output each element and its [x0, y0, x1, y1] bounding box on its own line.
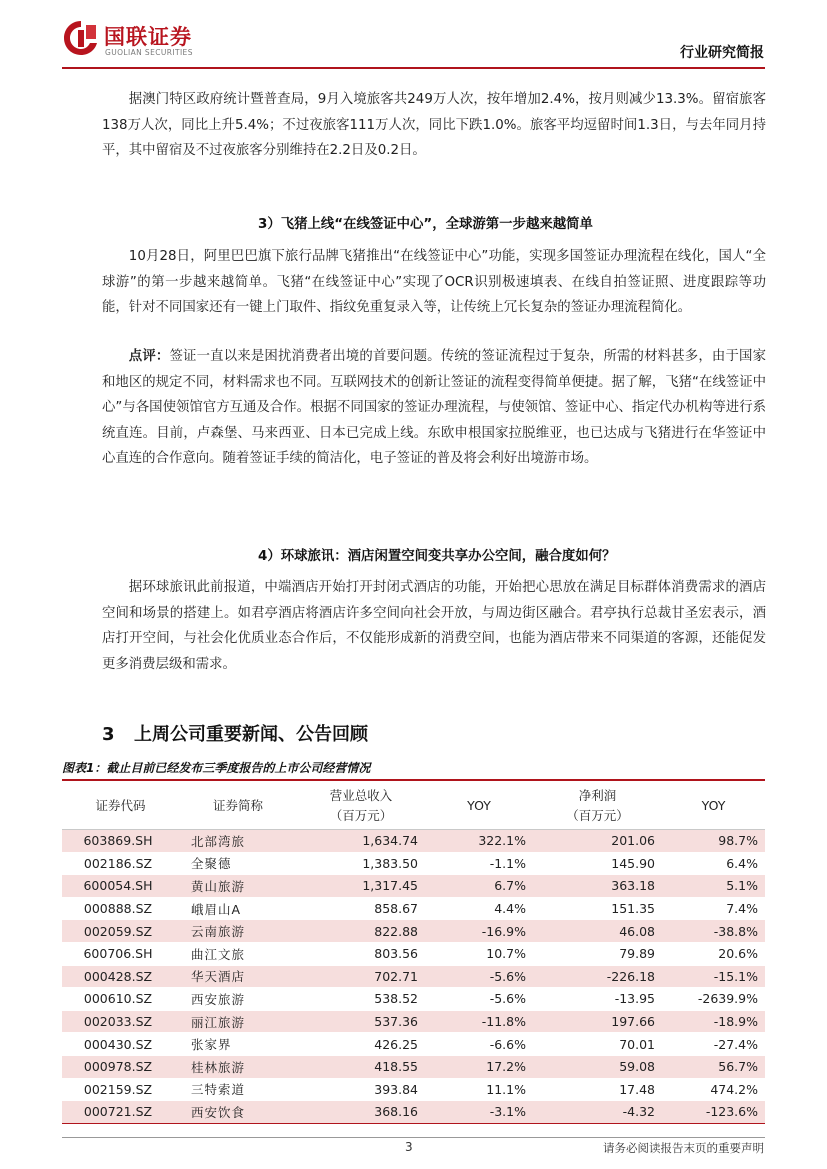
cell-revenue: 418.55 — [297, 1055, 425, 1078]
table-row — [62, 920, 765, 943]
cell-profit-yoy: -27.4% — [662, 1033, 765, 1056]
table-caption: 图表1：截止目前已经发布三季度报告的上市公司经营情况 — [62, 759, 765, 781]
table-row — [62, 965, 765, 988]
page-number: 3 — [405, 1140, 413, 1154]
cell-name: 云南旅游 — [179, 920, 297, 943]
cell-code: 002159.SZ — [62, 1078, 179, 1101]
cell-name: 曲江文旅 — [179, 942, 297, 965]
comment-text: 签证一直以来是困扰消费者出境的首要问题。传统的签证流程过于复杂，所需的材料甚多，由于国家和地区的规定不同，材料需求也不同。互联网技术的创新让签证的流程变得简单便捷。据了解，飞猪“在线签证中心”与各国使领馆官方互通及合作。根据不同国家的签证办理流程，与使领馆、签证中心、指定代办机构等进行系统直连。目前，卢森堡、马来西亚、日本已完成上线。东欧申根国家拉脱维亚，也已达成与飞猪进行在华签证中心直连的合作意向。随着签证手续的简洁化，电子签证的普及将会利好出境游市场。 — [102, 349, 767, 466]
cell-code: 000428.SZ — [62, 965, 179, 988]
cell-revenue: 368.16 — [297, 1101, 425, 1124]
cell-name: 峨眉山A — [179, 897, 297, 920]
cell-revenue: 426.25 — [297, 1033, 425, 1056]
cell-name: 张家界 — [179, 1033, 297, 1056]
cell-profit: -13.95 — [533, 988, 662, 1011]
cell-profit: 201.06 — [533, 830, 662, 853]
footer-disclaimer: 请务必阅读报告末页的重要声明 — [603, 1141, 764, 1155]
earnings-table — [62, 782, 765, 1124]
cell-name: 西安饮食 — [179, 1101, 297, 1124]
cell-profit: 46.08 — [533, 920, 662, 943]
cell-code: 000978.SZ — [62, 1055, 179, 1078]
cell-code: 002186.SZ — [62, 852, 179, 875]
cell-code: 603869.SH — [62, 830, 179, 853]
section-heading — [102, 720, 368, 746]
col-header-revenue-yoy: YOY — [425, 782, 533, 830]
cell-name: 三特索道 — [179, 1078, 297, 1101]
cell-profit: 197.66 — [533, 1010, 662, 1033]
col-header-profit-yoy: YOY — [662, 782, 765, 830]
cell-profit: 151.35 — [533, 897, 662, 920]
col-header-revenue — [297, 782, 425, 830]
cell-profit-yoy: -123.6% — [662, 1101, 765, 1124]
table-header-row — [62, 782, 765, 830]
cell-code: 000721.SZ — [62, 1101, 179, 1124]
cell-profit: 70.01 — [533, 1033, 662, 1056]
cell-profit: 145.90 — [533, 852, 662, 875]
logo-chinese-text: 国联证券 — [104, 25, 192, 49]
table-row — [62, 1078, 765, 1101]
cell-profit-yoy: 7.4% — [662, 897, 765, 920]
cell-revenue: 702.71 — [297, 965, 425, 988]
company-logo — [62, 17, 222, 61]
cell-revenue-yoy: -3.1% — [425, 1101, 533, 1124]
table-row — [62, 988, 765, 1011]
cell-name: 黄山旅游 — [179, 875, 297, 898]
cell-profit-yoy: 98.7% — [662, 830, 765, 853]
cell-revenue-yoy: 11.1% — [425, 1078, 533, 1101]
table-row — [62, 852, 765, 875]
cell-profit-yoy: -18.9% — [662, 1010, 765, 1033]
header-divider — [62, 67, 765, 69]
cell-profit-yoy: -2639.9% — [662, 988, 765, 1011]
cell-code: 002033.SZ — [62, 1010, 179, 1033]
cell-code: 600706.SH — [62, 942, 179, 965]
cell-revenue-yoy: 4.4% — [425, 897, 533, 920]
cell-revenue-yoy: -5.6% — [425, 965, 533, 988]
cell-profit: 59.08 — [533, 1055, 662, 1078]
cell-name: 北部湾旅 — [179, 830, 297, 853]
cell-name: 华天酒店 — [179, 965, 297, 988]
cell-revenue-yoy: 17.2% — [425, 1055, 533, 1078]
cell-revenue-yoy: -5.6% — [425, 988, 533, 1011]
subheading-hotel-space: 4）环球旅讯：酒店闲置空间变共享办公空间，融合度如何？ — [258, 549, 616, 564]
cell-name: 全聚德 — [179, 852, 297, 875]
cell-revenue-yoy: -11.8% — [425, 1010, 533, 1033]
cell-revenue: 537.36 — [297, 1010, 425, 1033]
table-row — [62, 1055, 765, 1078]
col-header-profit-label: 净利润 — [578, 787, 617, 803]
cell-revenue: 822.88 — [297, 920, 425, 943]
cell-name: 桂林旅游 — [179, 1055, 297, 1078]
subheading-fliggy-visa: 3）飞猪上线“在线签证中心”，全球游第一步越来越简单 — [258, 217, 593, 232]
macau-tourism-paragraph: 据澳门特区政府统计暨普查局，9月入境旅客共249万人次，按年增加2.4%，按月则减少13.3%。留宿旅客138万人次，同比上升5.4%；不过夜旅客111万人次，同比下跌1.0%。旅客平均逗留时间1.3日，与去年同月持平，其中留宿及不过夜旅客分别维持在2.2日及0.2日。 — [102, 92, 766, 158]
table-row — [62, 1010, 765, 1033]
cell-profit: 363.18 — [533, 875, 662, 898]
cell-code: 000888.SZ — [62, 897, 179, 920]
comment-paragraph — [102, 344, 766, 472]
cell-code: 002059.SZ — [62, 920, 179, 943]
cell-revenue-yoy: 10.7% — [425, 942, 533, 965]
cell-profit-yoy: -15.1% — [662, 965, 765, 988]
table-row — [62, 1033, 765, 1056]
col-header-name: 证券简称 — [179, 782, 297, 830]
cell-code: 600054.SH — [62, 875, 179, 898]
cell-revenue-yoy: 6.7% — [425, 875, 533, 898]
table-row — [62, 942, 765, 965]
cell-revenue-yoy: -16.9% — [425, 920, 533, 943]
comment-label: 点评： — [128, 349, 170, 364]
table-row — [62, 1101, 765, 1124]
cell-profit-yoy: -38.8% — [662, 920, 765, 943]
cell-profit: -4.32 — [533, 1101, 662, 1124]
col-header-profit-unit: （百万元） — [566, 807, 629, 823]
cell-profit-yoy: 20.6% — [662, 942, 765, 965]
col-header-revenue-unit: （百万元） — [329, 807, 393, 823]
cell-revenue: 858.67 — [297, 897, 425, 920]
cell-revenue: 1,317.45 — [297, 875, 425, 898]
cell-profit-yoy: 474.2% — [662, 1078, 765, 1101]
col-header-revenue-label: 营业总收入 — [329, 787, 393, 803]
cell-profit: 79.89 — [533, 942, 662, 965]
hotel-space-paragraph: 据环球旅讯此前报道，中端酒店开始打开封闭式酒店的功能，开始把心思放在满足目标群体消费需求的酒店空间和场景的搭建上。如君亭酒店将酒店许多空间向社会开放，与周边街区融合。君亭执行总裁甘圣宏表示，酒店打开空间，与社会化优质业态合作后，不仅能形成新的消费空间，也能为酒店带来不同渠道的客源，还能促发更多消费层级和需求。 — [102, 580, 766, 672]
cell-code: 000610.SZ — [62, 988, 179, 1011]
cell-code: 000430.SZ — [62, 1033, 179, 1056]
section-title: 上周公司重要新闻、公告回顾 — [134, 724, 368, 745]
cell-revenue-yoy: 322.1% — [425, 830, 533, 853]
table-row — [62, 875, 765, 898]
cell-revenue: 803.56 — [297, 942, 425, 965]
col-header-profit — [533, 782, 662, 830]
table-row — [62, 830, 765, 853]
cell-revenue: 1,634.74 — [297, 830, 425, 853]
cell-profit-yoy: 5.1% — [662, 875, 765, 898]
cell-revenue: 538.52 — [297, 988, 425, 1011]
guolian-logo-icon — [62, 19, 100, 57]
cell-revenue-yoy: -1.1% — [425, 852, 533, 875]
logo-english-text: GUOLIAN SECURITIES — [105, 48, 193, 57]
fliggy-visa-paragraph: 10月28日，阿里巴巴旗下旅行品牌飞猪推出“在线签证中心”功能，实现多国签证办理流程在线化，国人“全球游”的第一步越来越简单。飞猪“在线签证中心”实现了OCR识别极速填表、在线自拍签证照、进度跟踪等功能，针对不同国家还有一键上门取件、指纹免重复录入等，让传统上冗长复杂的签证办理流程简化。 — [102, 249, 766, 315]
cell-profit: 17.48 — [533, 1078, 662, 1101]
report-type: 行业研究简报 — [680, 45, 764, 61]
cell-name: 丽江旅游 — [179, 1010, 297, 1033]
table-row — [62, 897, 765, 920]
cell-revenue-yoy: -6.6% — [425, 1033, 533, 1056]
footer-divider — [62, 1137, 765, 1138]
cell-profit-yoy: 56.7% — [662, 1055, 765, 1078]
cell-name: 西安旅游 — [179, 988, 297, 1011]
cell-revenue: 393.84 — [297, 1078, 425, 1101]
cell-revenue: 1,383.50 — [297, 852, 425, 875]
col-header-code: 证券代码 — [62, 782, 179, 830]
cell-profit: -226.18 — [533, 965, 662, 988]
section-number: 3 — [102, 724, 115, 745]
cell-profit-yoy: 6.4% — [662, 852, 765, 875]
